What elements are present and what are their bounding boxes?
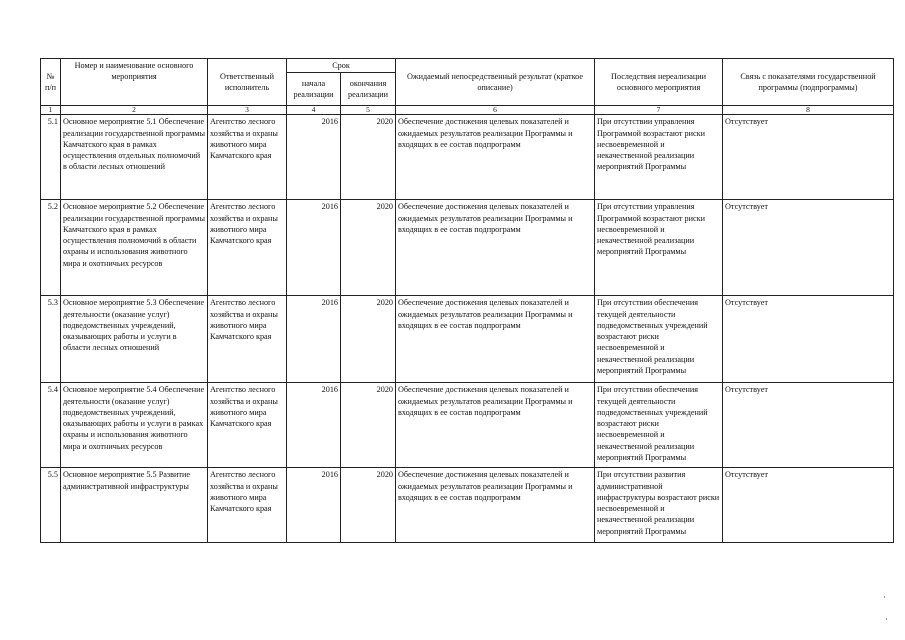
column-number: 3 [208, 106, 287, 115]
measure-name: Основное мероприятие 5.1 Обеспечение реализации государственной программы Камчатского края в рамках осуществления отдельных полномочий в области лесных отношений [61, 115, 208, 200]
start-year: 2016 [287, 200, 341, 296]
table-row [41, 383, 894, 468]
row-number: 5.3 [41, 296, 61, 383]
result-cell: Обеспечение достижения целевых показателей и ожидаемых результатов реализации Программы и входящих в ее состав подпрограмм [396, 115, 595, 200]
link-cell: Отсутствует [723, 383, 894, 468]
link-cell: Отсутствует [723, 115, 894, 200]
measure-name: Основное мероприятие 5.5 Развитие административной инфраструктуры [61, 468, 208, 543]
row-number: 5.4 [41, 383, 61, 468]
row-number: 5.2 [41, 200, 61, 296]
header-executor: Ответственный исполнитель [208, 59, 287, 106]
consequences-cell: При отсутствии обеспечения текущей деятельности подведомственных учреждений возрастают риски несвоевременной и некачественной реализации мероприятий Программы [595, 383, 723, 468]
row-number: 5.1 [41, 115, 61, 200]
consequences-cell: При отсутствии управления Программой возрастают риски несвоевременной и некачественной реализации мероприятий Программы [595, 115, 723, 200]
executor-cell: Агентство лесного хозяйства и охраны животного мира Камчатского края [208, 468, 287, 543]
link-cell: Отсутствует [723, 468, 894, 543]
measure-name: Основное мероприятие 5.2 Обеспечение реализации государственной программы Камчатского края в рамках осуществления полномочий в области охраны и использования животного мира и охотничьих ресурсов [61, 200, 208, 296]
executor-cell: Агентство лесного хозяйства и охраны животного мира Камчатского края [208, 383, 287, 468]
header-result: Ожидаемый непосредственный результат (краткое описание) [396, 59, 595, 106]
measure-name: Основное мероприятие 5.3 Обеспечение деятельности (оказание услуг) подведомственных учреждений, оказывающих работы и услуги в области лесных отношений [61, 296, 208, 383]
end-year: 2020 [341, 468, 396, 543]
row-number: 5.5 [41, 468, 61, 543]
measures-table [40, 58, 894, 543]
table-row [41, 468, 894, 543]
header-name: Номер и наименование основного мероприятия [61, 59, 208, 106]
table-row [41, 200, 894, 296]
scan-speck [884, 596, 885, 598]
start-year: 2016 [287, 468, 341, 543]
column-number: 7 [595, 106, 723, 115]
header-consequences: Последствия нереализации основного мероприятия [595, 59, 723, 106]
result-cell: Обеспечение достижения целевых показателей и ожидаемых результатов реализации Программы и входящих в ее состав подпрограмм [396, 468, 595, 543]
link-cell: Отсутствует [723, 296, 894, 383]
table-body [41, 115, 894, 543]
start-year: 2016 [287, 115, 341, 200]
header-num: № п/п [41, 59, 61, 106]
consequences-cell: При отсутствии управления Программой возрастают риски несвоевременной и некачественной реализации мероприятий Программы [595, 200, 723, 296]
table-row [41, 115, 894, 200]
consequences-cell: При отсутствии обеспечения текущей деятельности подведомственных учреждений возрастают риски несвоевременной и некачественной реализации мероприятий Программы [595, 296, 723, 383]
measure-name: Основное мероприятие 5.4 Обеспечение деятельности (оказание услуг) подведомственных учреждений, оказывающих работы и услуги в рамках охраны и использования животного мира и охотничьих ресурсов [61, 383, 208, 468]
executor-cell: Агентство лесного хозяйства и охраны животного мира Камчатского края [208, 200, 287, 296]
column-number: 1 [41, 106, 61, 115]
table-row [41, 296, 894, 383]
table-header [41, 59, 894, 115]
scan-speck [886, 618, 887, 620]
end-year: 2020 [341, 296, 396, 383]
column-number: 8 [723, 106, 894, 115]
link-cell: Отсутствует [723, 200, 894, 296]
column-number: 6 [396, 106, 595, 115]
start-year: 2016 [287, 383, 341, 468]
result-cell: Обеспечение достижения целевых показателей и ожидаемых результатов реализации Программы и входящих в ее состав подпрограмм [396, 296, 595, 383]
column-number: 4 [287, 106, 341, 115]
header-link: Связь с показателями государственной программы (подпрограммы) [723, 59, 894, 106]
header-end: окончания реализации [341, 73, 396, 106]
result-cell: Обеспечение достижения целевых показателей и ожидаемых результатов реализации Программы и входящих в ее состав подпрограмм [396, 383, 595, 468]
executor-cell: Агентство лесного хозяйства и охраны животного мира Камчатского края [208, 115, 287, 200]
end-year: 2020 [341, 383, 396, 468]
result-cell: Обеспечение достижения целевых показателей и ожидаемых результатов реализации Программы и входящих в ее состав подпрограмм [396, 200, 595, 296]
header-term: Срок [287, 59, 396, 73]
header-start: начала реализации [287, 73, 341, 106]
column-numbers-row [41, 106, 894, 115]
consequences-cell: При отсутствии развития административной инфраструктуры возрастают риски несвоевременной и некачественной реализации мероприятий Программы [595, 468, 723, 543]
column-number: 2 [61, 106, 208, 115]
start-year: 2016 [287, 296, 341, 383]
end-year: 2020 [341, 115, 396, 200]
column-number: 5 [341, 106, 396, 115]
end-year: 2020 [341, 200, 396, 296]
executor-cell: Агентство лесного хозяйства и охраны животного мира Камчатского края [208, 296, 287, 383]
